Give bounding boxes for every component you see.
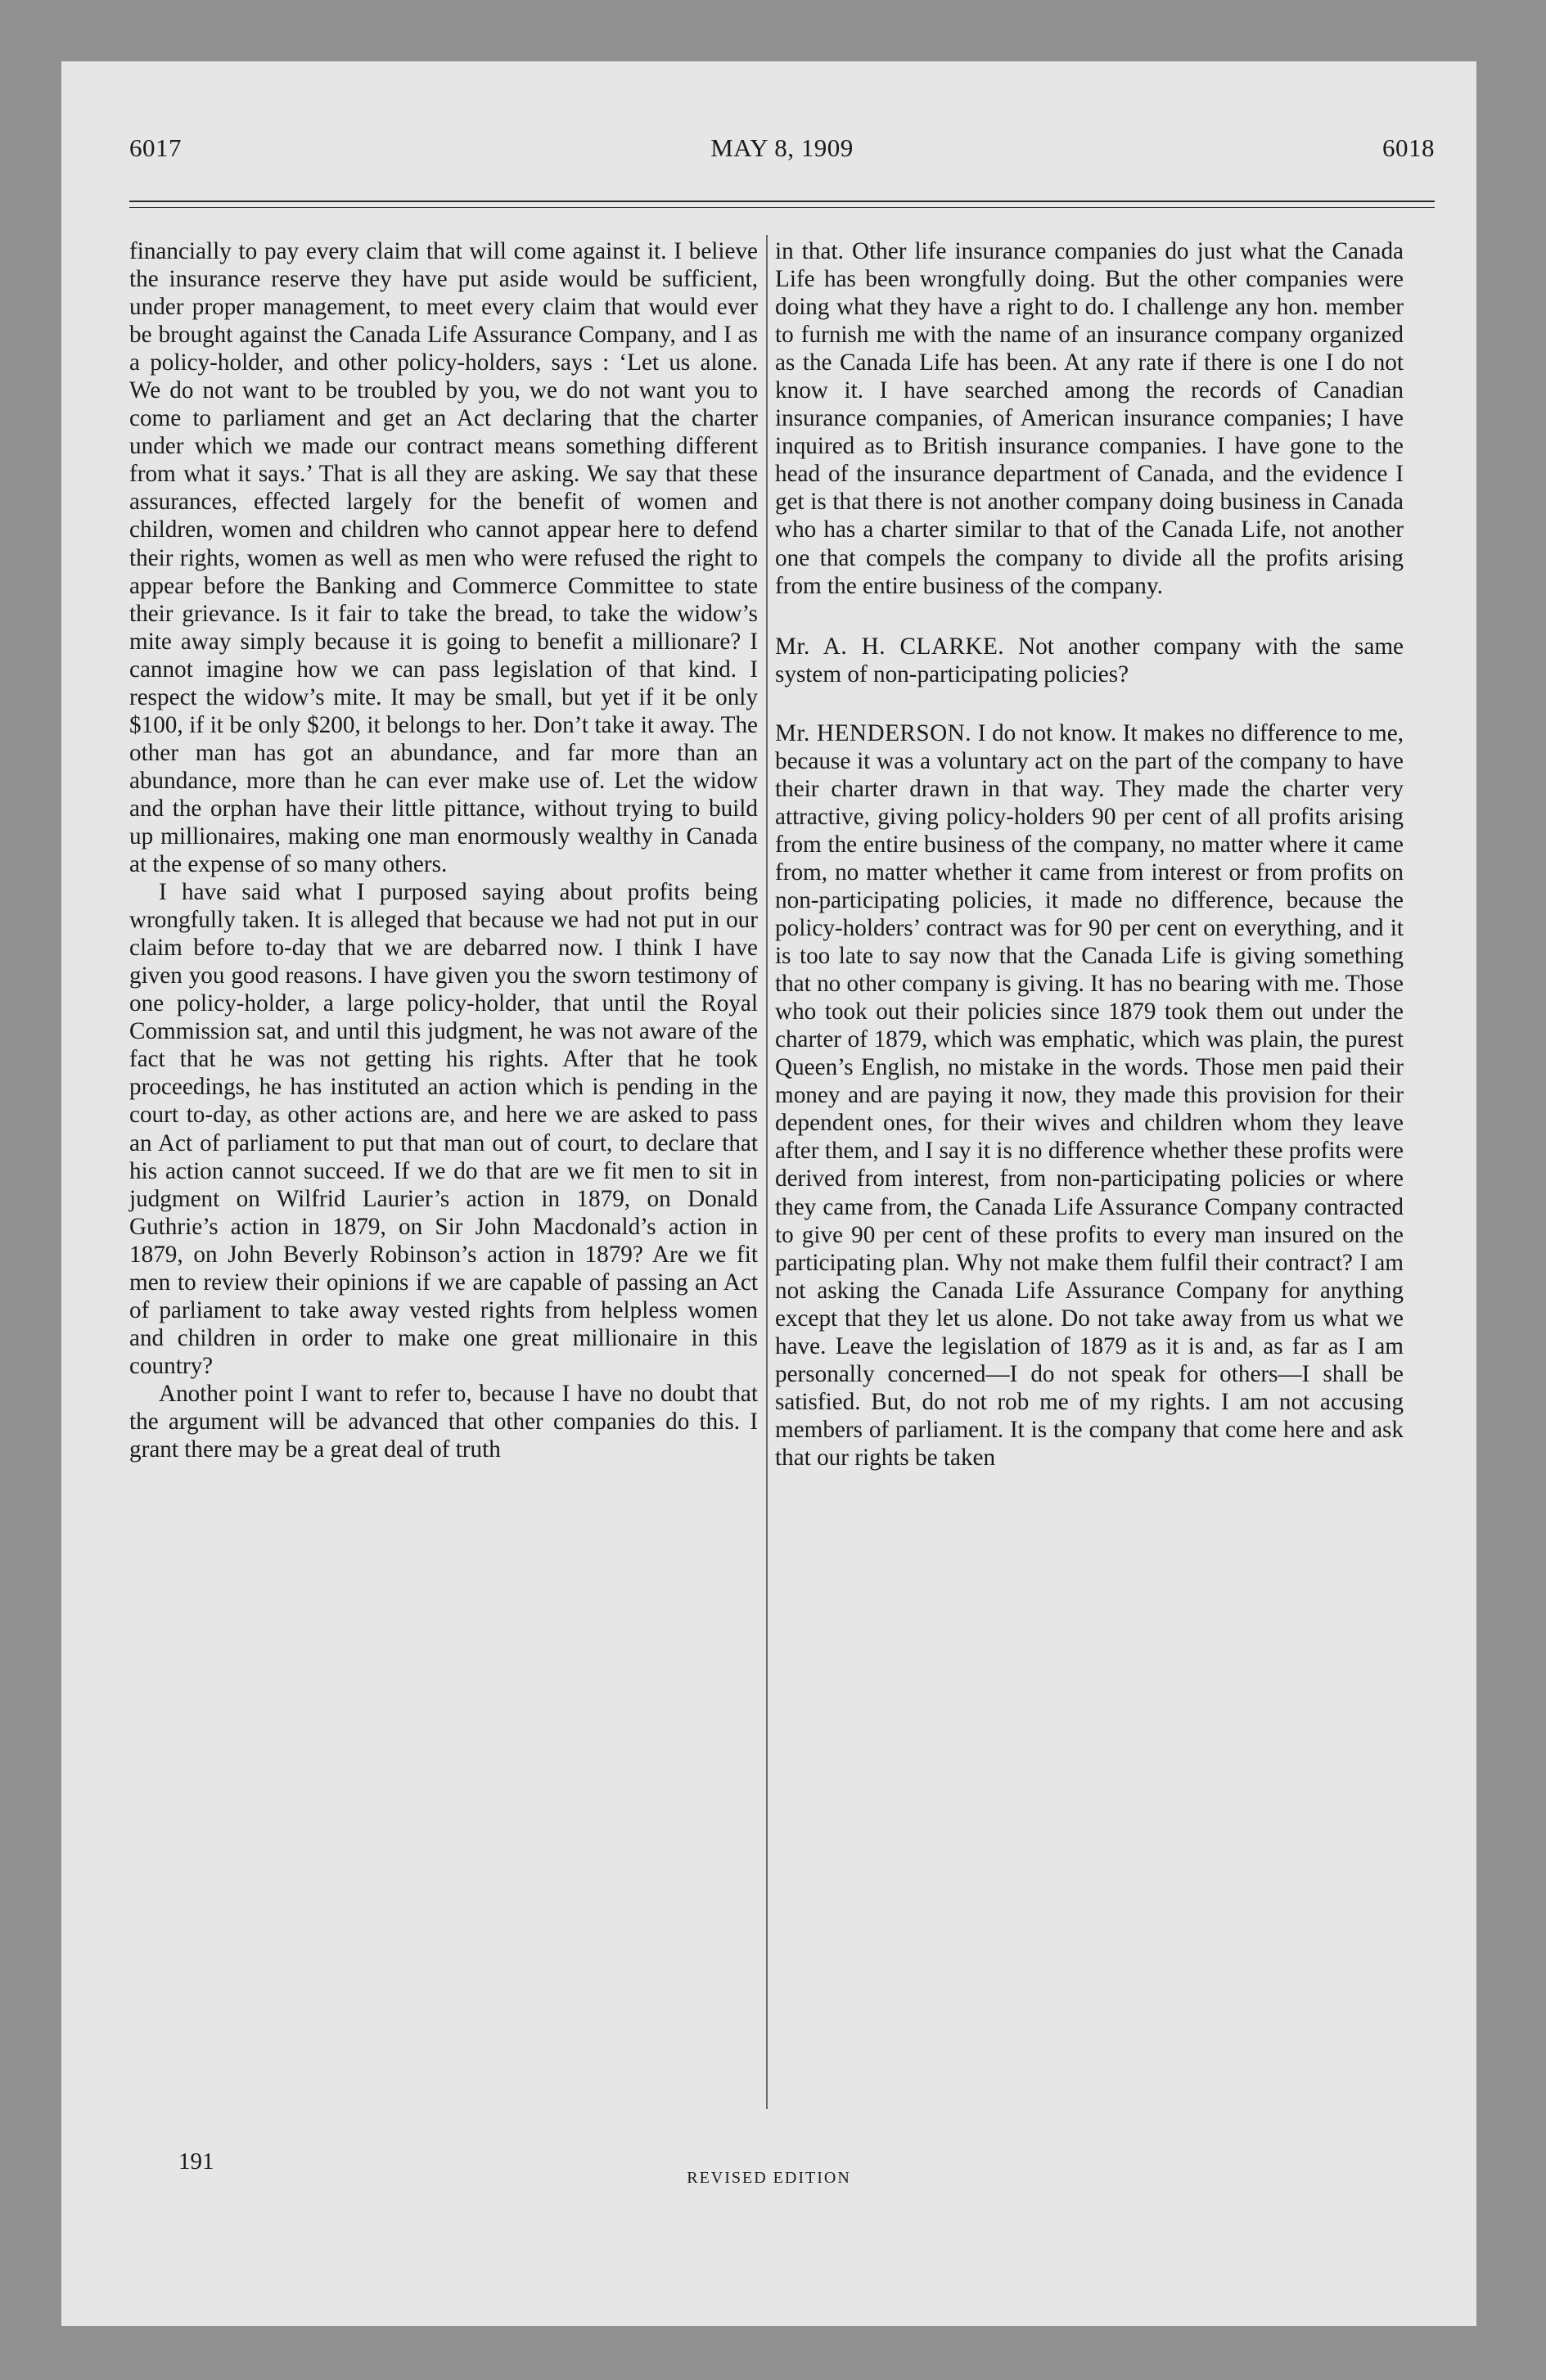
left-column — [129, 237, 758, 1463]
speech-henderson — [775, 719, 1404, 1472]
speech-text-clarke: Not another company with the same system of non-participating policies? — [775, 633, 1404, 687]
page-date: MAY 8, 1909 — [710, 133, 854, 162]
right-paragraph-1: in that. Other life insurance companies do just what the Canada Life has been wrongfully doing. But the other companies were doing what they have a right to do. I challenge any hon. member to furnish me with the name of an insurance company organized as the Canada Life has been. At any rate if there is one I do not know it. I have searched among the records of Canadian insurance companies, of American insurance companies; I have inquired as to British insurance companies. I have gone to the head of the insurance department of Canada, and the evidence I get is that there is not another company doing business in Canada who has a charter similar to that of the Canada Life, not another one that compels the company to divide all the profits arising from the entire business of the company. — [775, 238, 1404, 599]
header-rule — [129, 201, 1435, 202]
hansard-page — [61, 61, 1476, 2326]
left-paragraph-1: financially to pay every claim that will come against it. I believe the insurance reserve they have put aside would be sufficient, under proper management, to meet every claim that would ever be brought against the Canada Life Assurance Company, and I as a policy-holder, and other policy-holders, says : ‘Let us alone. We do not want to be troubled by you, we do not want you to come to parliament and get an Act declaring that the charter under which we made our contract means something different from what it says.’ That is all they are asking. We say that these assurances, effected largely for the benefit of women and children, women and children who cannot appear here to defend their rights, women as well as men who were refused the right to appear before the Banking and Commerce Committee to state their grievance. Is it fair to take the bread, to take the widow’s mite away simply because it is going to benefit a millionare? I cannot imagine how we can pass legislation of that kind. I respect the widow’s mite. It may be small, but yet if it be only $100, if it be only $200, it belongs to her. Don’t take it away. The other man has got an abundance, and far more than an abundance, more than he can ever make use of. Let the widow and the orphan have their little pittance, without trying to build up millionaires, making one man enormously wealthy in Canada at the expense of so many others. — [129, 238, 758, 878]
speech-clarke — [775, 633, 1404, 688]
signature-mark: 191 — [178, 2148, 214, 2175]
left-paragraph-3: Another point I want to refer to, because I have no doubt that the argument will be advanced that other companies do this. I grant there may be a great deal of truth — [129, 1380, 758, 1463]
edition-label: REVISED EDITION — [687, 2169, 851, 2187]
column-divider — [766, 235, 768, 2109]
left-paragraph-2: I have said what I purposed saying about profits being wrongfully taken. It is alleged that because we had not put in our claim before to-day that we are debarred now. I think I have given you good reasons. I have given you the sworn testimony of one policy-holder, a large policy-holder, that until the Royal Commission sat, and until this judgment, he was not aware of the fact that he was not getting his rights. After that he took proceedings, he has instituted an action which is pending in the court to-day, as other actions are, and here we are asked to pass an Act of parliament to put that man out of court, to declare that his action cannot succeed. If we do that are we fit men to sit in judgment on Wilfrid Laurier’s action in 1879, on Donald Guthrie’s action in 1879, on Sir John Macdonald’s action in 1879, on John Beverly Robinson’s action in 1879? Are we fit men to review their opinions if we are capable of passing an Act of parliament to take away vested rights from helpless women and children in order to make one great millionaire in this country? — [129, 879, 758, 1379]
speech-text-henderson: I do not know. It makes no difference to me, because it was a voluntary act on the part of the company to have their charter drawn in that way. They made the charter very attractive, giving policy-holders 90 per cent of all profits arising from the entire business of the company, no matter where it came from, no matter whether it came from interest or from profits on non-participating policies, it made no difference, because the policy-holders’ contract was for 90 per cent on everything, and it is too late to say now that the Canada Life is giving something that no other company is giving. It has no bearing with me. Those who took out their policies since 1879 took them out under the charter of 1879, which was emphatic, which was plain, the purest Queen’s English, no mistake in the words. Those men paid their money and are paying it now, they made this provision for their dependent ones, for their wives and children whom they leave after them, and I say it is no difference whether these profits were derived from interest, from non-participating policies or where they came from, the Canada Life Assurance Company contracted to give 90 per cent of these profits to every man insured on the participating plan. Why not make them fulfil their contract? I am not asking the Canada Life Assurance Company for anything except that they let us alone. Do not take away from us what we have. Leave the legislation of 1879 as it is and, as far as I am personally concerned—I do not speak for others—I shall be satisfied. But, do not rob me of my rights. I am not accusing members of parliament. It is the company that come here and ask that our rights be taken — [775, 719, 1404, 1471]
speaker-name-clarke: Mr. A. H. CLARKE. — [775, 633, 1005, 660]
page-number-left: 6017 — [129, 133, 182, 162]
header-rule-thin — [129, 207, 1435, 208]
scanned-page — [61, 61, 1476, 2326]
speaker-name-henderson: Mr. HENDERSON. — [775, 719, 972, 746]
page-number-right: 6018 — [1382, 133, 1435, 162]
page-header — [129, 133, 1435, 166]
right-column — [775, 237, 1404, 1472]
